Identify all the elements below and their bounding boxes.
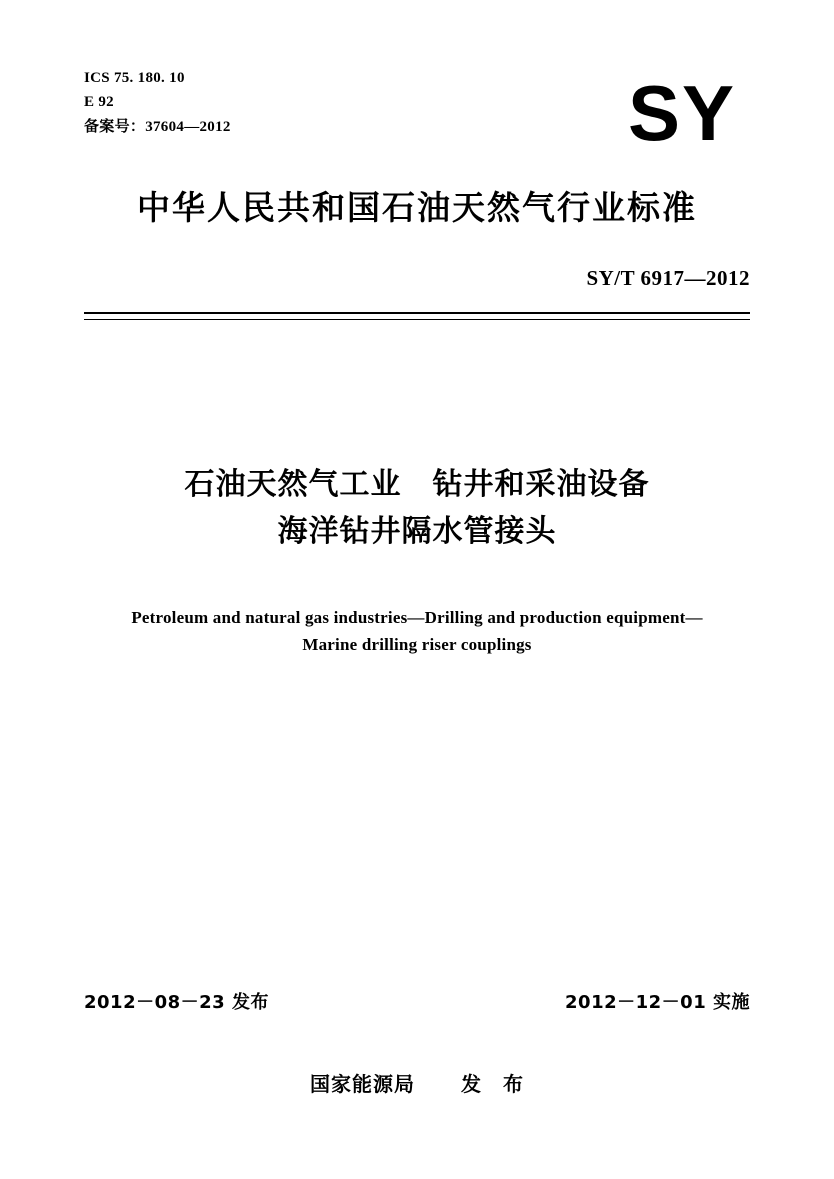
- page-title: [84, 462, 750, 555]
- classification-code: E 92: [84, 94, 114, 111]
- page-title-english-line2: Marine drilling riser couplings: [302, 635, 532, 655]
- publisher-name: 国家能源局: [310, 1072, 416, 1096]
- standard-number: SY/T 6917—2012: [586, 266, 750, 290]
- publisher-action: 发 布: [460, 1072, 524, 1096]
- divider-bottom: [84, 319, 750, 320]
- header-codes: [84, 66, 231, 139]
- effective-date: 2012－12－01 实施: [565, 992, 750, 1013]
- publisher: [0, 1068, 834, 1097]
- date-row: [84, 988, 750, 1014]
- page-title-english-line1: Petroleum and natural gas industries—Drilling and production equipment—: [131, 608, 703, 627]
- sy-logo: SY: [627, 69, 736, 157]
- issue-date: 2012－08－23 发布: [84, 992, 269, 1013]
- page-title-english: [84, 604, 750, 658]
- page-title-line1: 石油天然气工业 钻井和采油设备: [184, 467, 650, 502]
- ics-code: ICS 75. 180. 10: [84, 70, 185, 86]
- organization-title: 中华人民共和国石油天然气行业标准: [137, 188, 697, 227]
- record-number: 备案号：37604—2012: [84, 118, 231, 135]
- page-title-line2: 海洋钻井隔水管接头: [277, 513, 557, 549]
- divider-top: [84, 312, 750, 314]
